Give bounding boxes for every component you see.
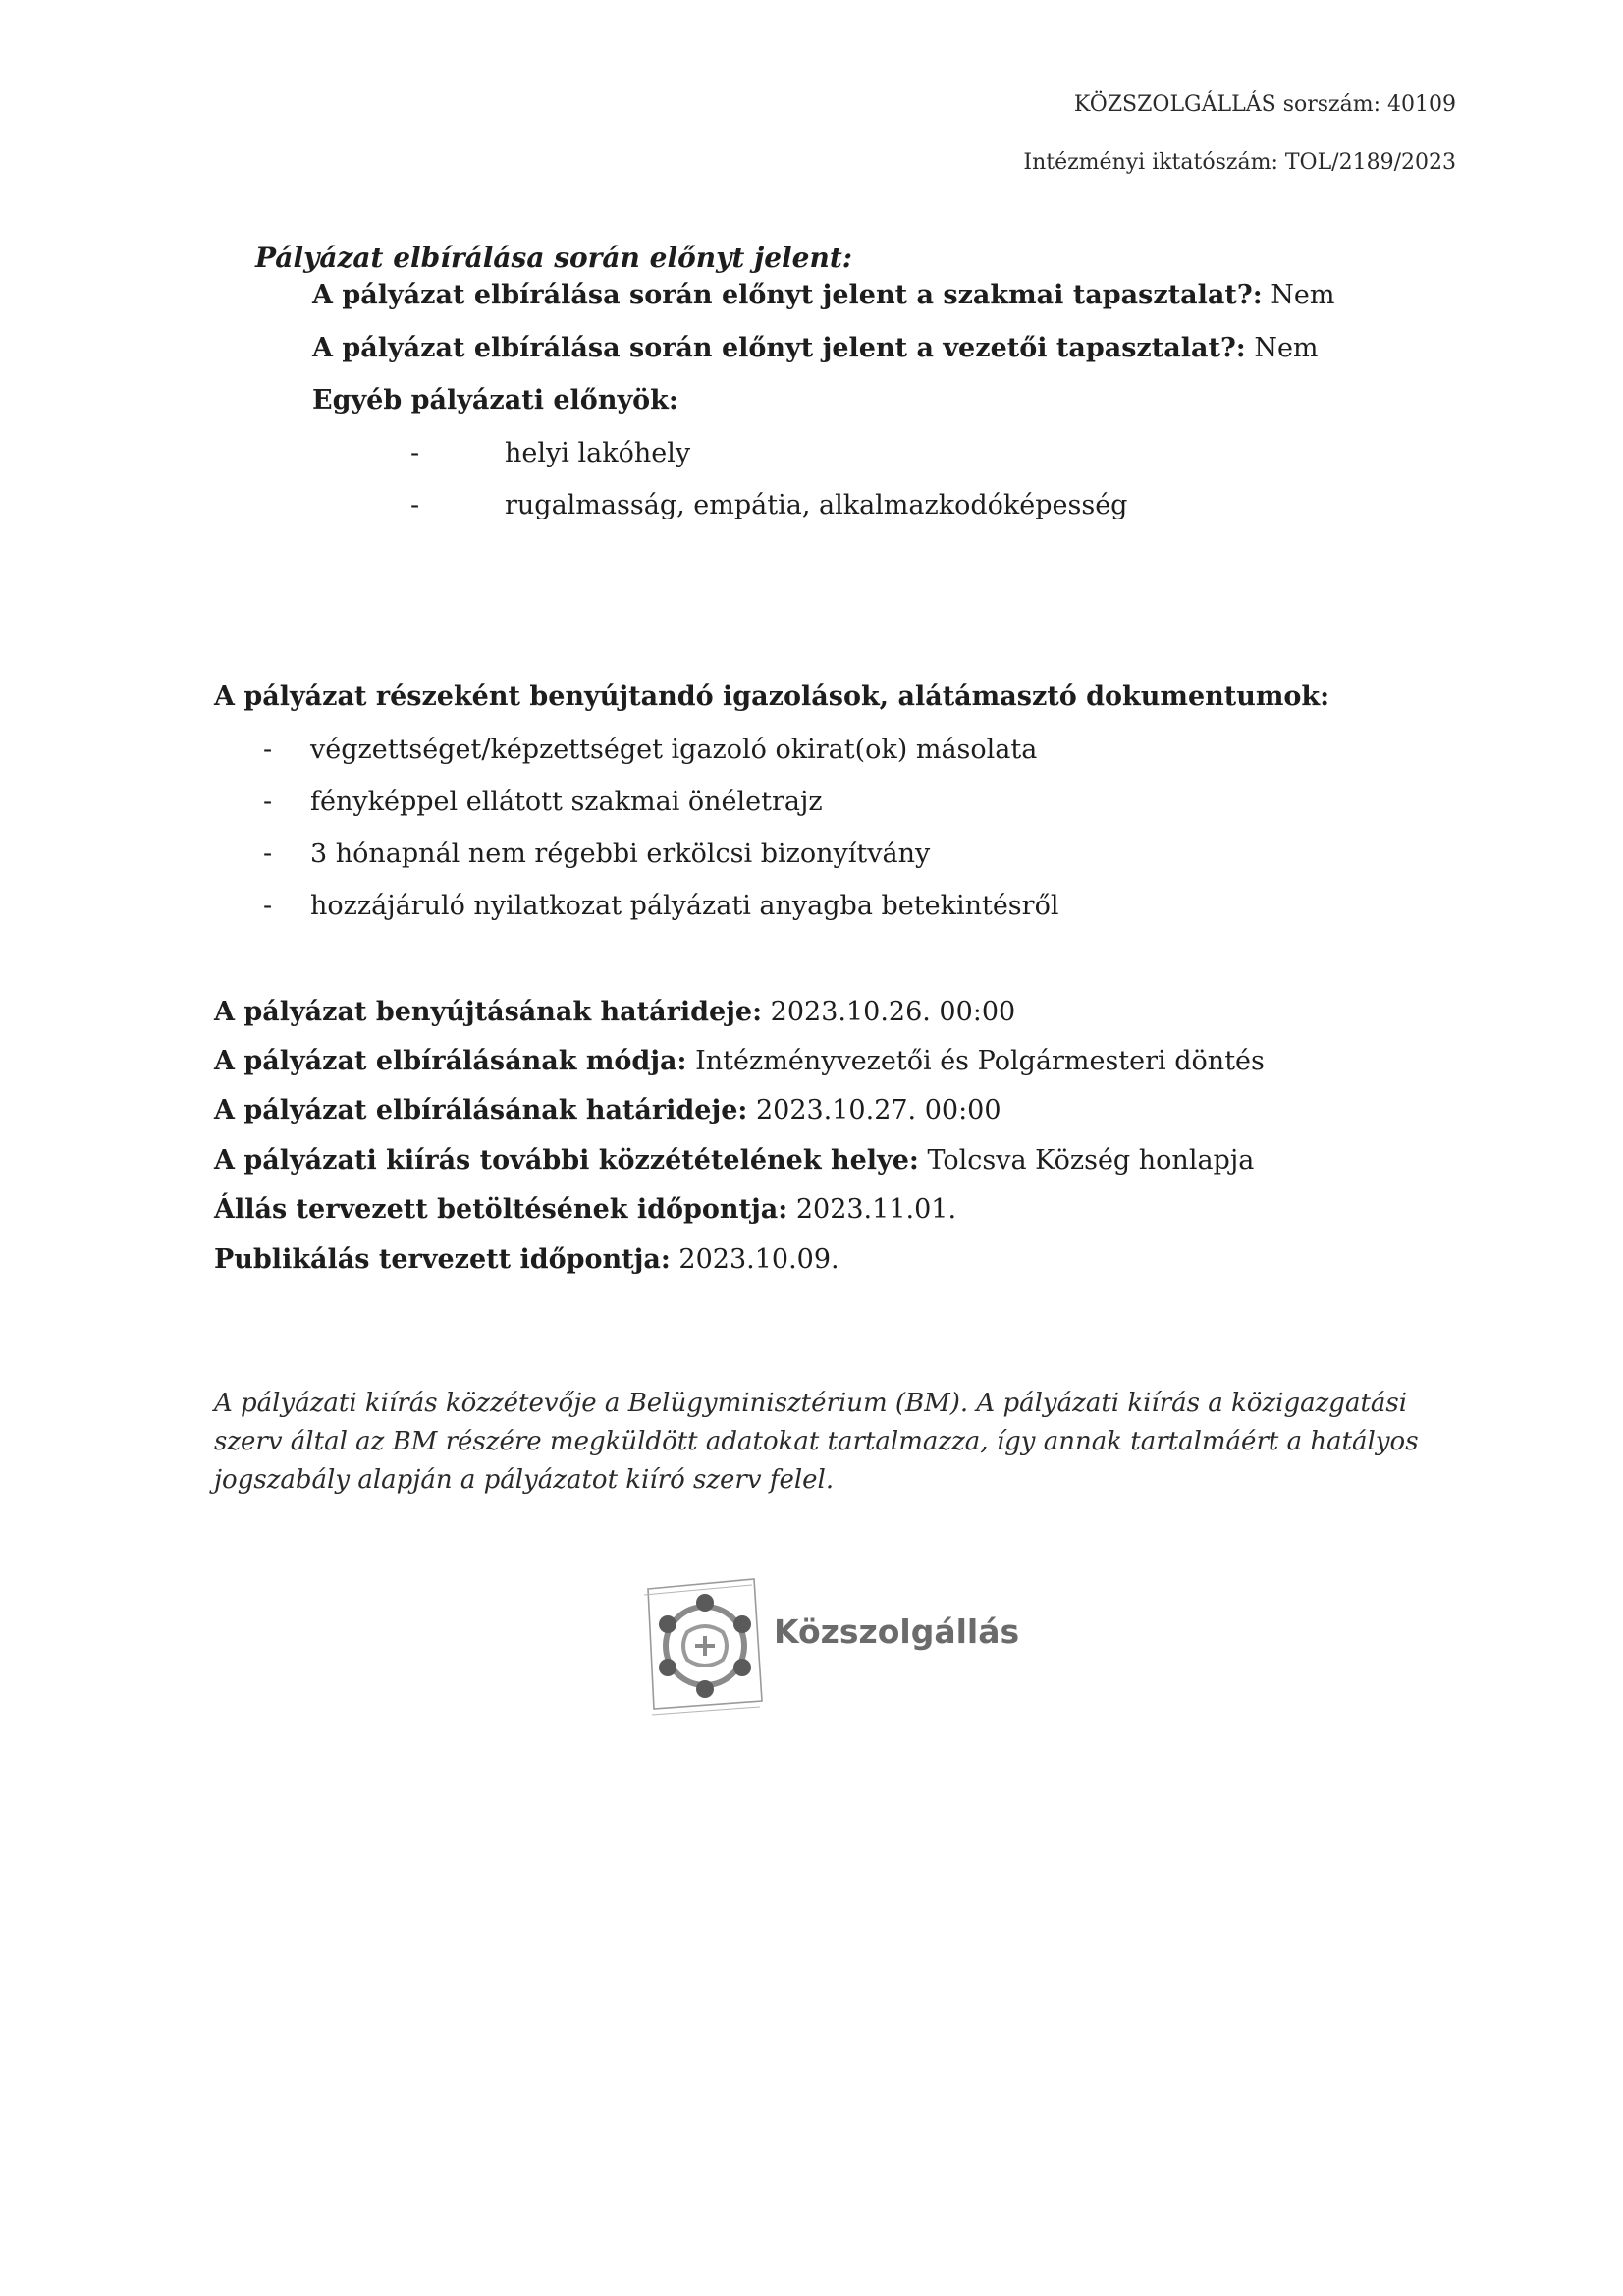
detail-value: 2023.10.27. 00:00 bbox=[747, 1095, 1001, 1125]
detail-row bbox=[214, 1144, 1254, 1177]
detail-value: 2023.10.26. 00:00 bbox=[762, 997, 1016, 1027]
detail-label: Állás tervezett betöltésének időpontja: bbox=[214, 1194, 788, 1225]
detail-row bbox=[214, 996, 1015, 1029]
list-item: fényképpel ellátott szakmai önéletrajz bbox=[310, 787, 823, 817]
disclaimer-text: A pályázati kiírás közzétevője a Belügyminisztérium (BM). A pályázati kiírás a közigazgatási szerv által az BM részére megküldött adatokat tartalmazza, így annak tartalmáért a hatályos jogszabály alapján a pályázatot kiíró szerv felel. bbox=[214, 1389, 1419, 1495]
header-serial-number: KÖZSZOLGÁLLÁS sorszám: 40109 bbox=[1073, 92, 1456, 117]
detail-label: A pályázat benyújtásának határideje: bbox=[214, 997, 763, 1027]
detail-label: A pályázat elbírálásának határideje: bbox=[214, 1095, 748, 1125]
header-registry-number: Intézményi iktatószám: TOL/2189/2023 bbox=[1023, 150, 1456, 175]
advantage-professional-row bbox=[312, 279, 1334, 312]
list-item: 3 hónapnál nem régebbi erkölcsi bizonyítvány bbox=[310, 839, 931, 869]
detail-value: 2023.11.01. bbox=[787, 1194, 957, 1225]
advantage-leadership-value: Nem bbox=[1245, 333, 1319, 363]
detail-label: A pályázat elbírálásának módja: bbox=[214, 1046, 687, 1076]
advantage-professional-value: Nem bbox=[1262, 280, 1335, 310]
list-bullet: - bbox=[263, 735, 273, 765]
list-item: helyi lakóhely bbox=[505, 438, 691, 468]
list-item: végzettséget/képzettséget igazoló okirat(ok) másolata bbox=[310, 735, 1038, 765]
advantage-leadership-label: A pályázat elbírálása során előnyt jelent a vezetői tapasztalat?: bbox=[312, 333, 1246, 363]
list-bullet: - bbox=[263, 891, 273, 921]
list-item: rugalmasság, empátia, alkalmazkodóképesség bbox=[505, 490, 1128, 520]
detail-value: Intézményvezetői és Polgármesteri döntés bbox=[686, 1046, 1265, 1076]
list-bullet: - bbox=[263, 839, 273, 869]
detail-value: 2023.10.09. bbox=[670, 1244, 839, 1275]
detail-label: A pályázati kiírás további közzétételének helye: bbox=[214, 1145, 919, 1175]
detail-row bbox=[214, 1193, 956, 1227]
documents-title: A pályázat részeként benyújtandó igazolások, alátámasztó dokumentumok: bbox=[214, 682, 1330, 712]
logo-wordmark: Közszolgállás bbox=[774, 1613, 1020, 1651]
advantage-professional-label: A pályázat elbírálása során előnyt jelent a szakmai tapasztalat?: bbox=[312, 280, 1263, 310]
advantage-leadership-row bbox=[312, 332, 1319, 365]
detail-label: Publikálás tervezett időpontja: bbox=[214, 1244, 671, 1275]
list-bullet: - bbox=[410, 490, 420, 520]
kozszolgallas-logo bbox=[636, 1571, 1029, 1719]
kozszolgallas-logo-icon bbox=[636, 1571, 774, 1719]
list-bullet: - bbox=[263, 787, 273, 817]
list-item: hozzájáruló nyilatkozat pályázati anyagba betekintésről bbox=[310, 891, 1059, 921]
detail-row bbox=[214, 1045, 1265, 1078]
detail-value: Tolcsva Község honlapja bbox=[918, 1145, 1255, 1175]
advantages-title: Pályázat elbírálása során előnyt jelent: bbox=[255, 242, 853, 274]
detail-row bbox=[214, 1094, 1001, 1127]
list-bullet: - bbox=[410, 438, 420, 468]
advantage-other-label: Egyéb pályázati előnyök: bbox=[312, 385, 678, 415]
detail-row bbox=[214, 1243, 839, 1277]
